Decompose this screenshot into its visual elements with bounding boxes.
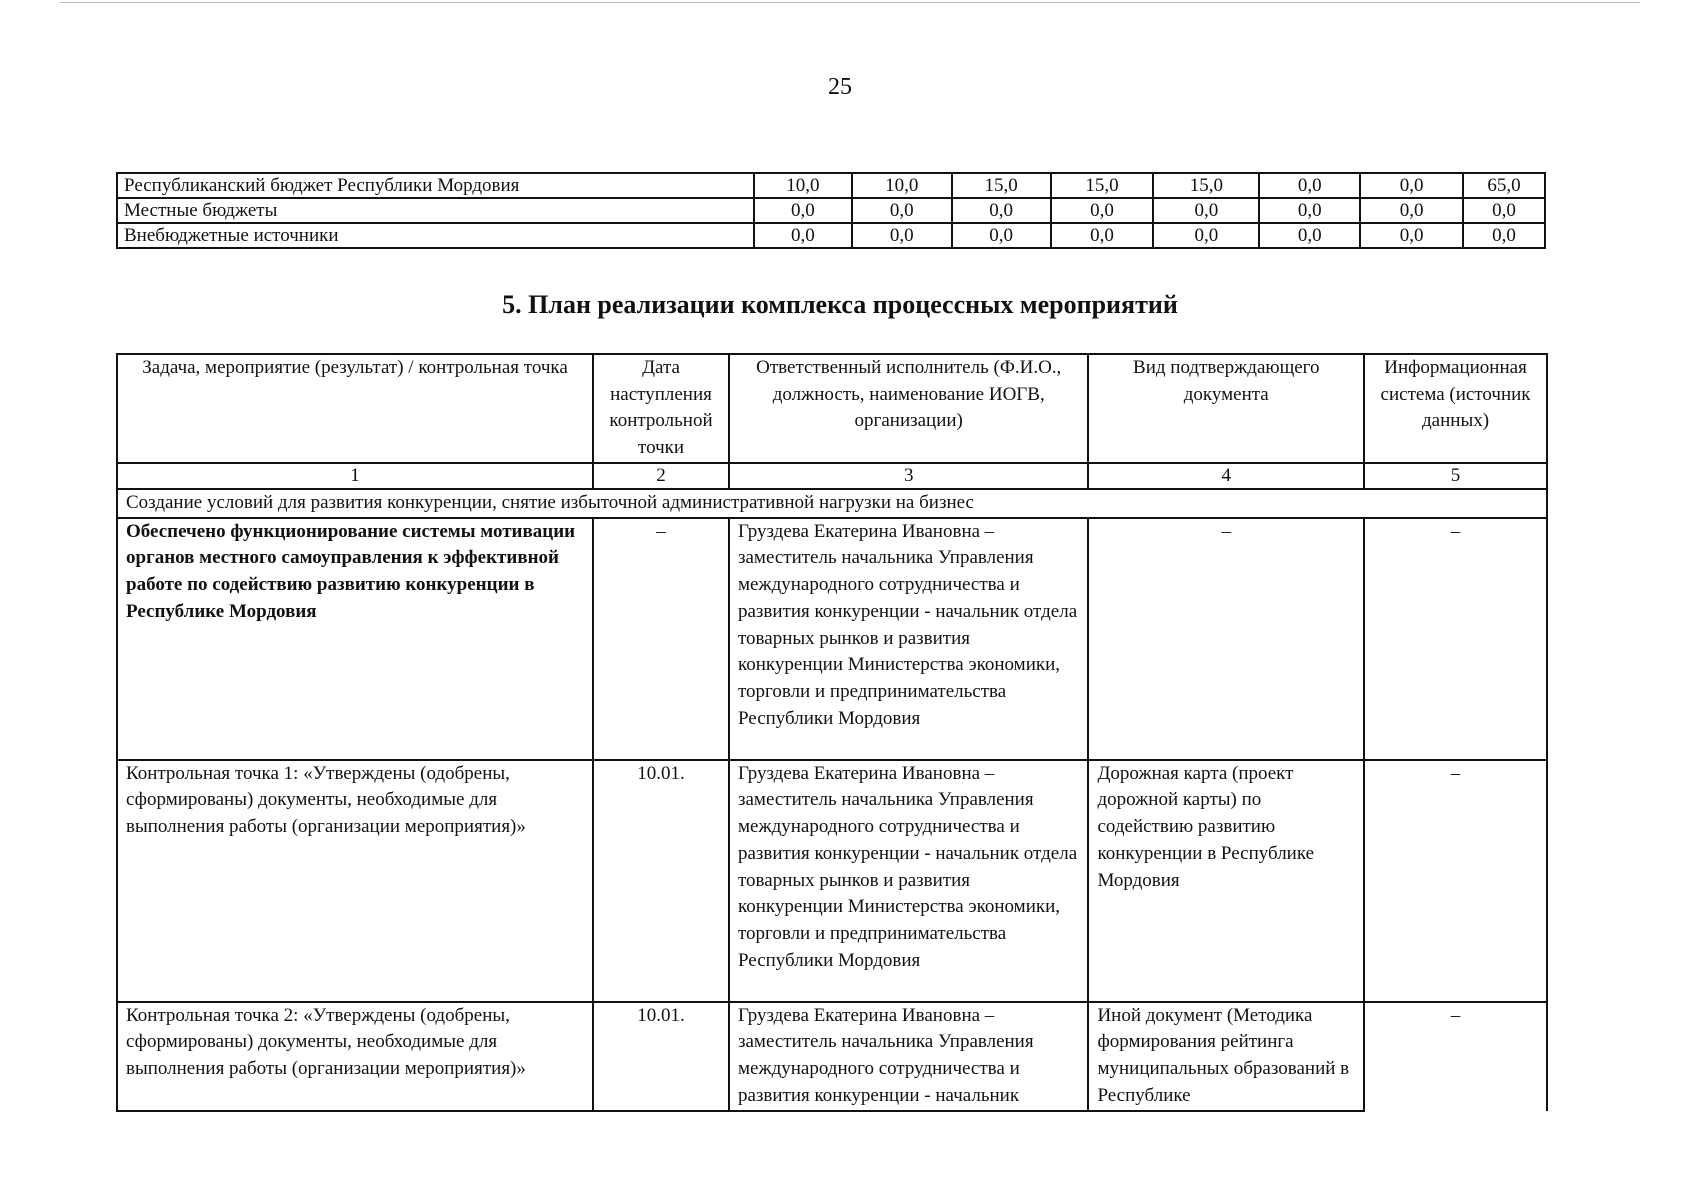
row-system: – (1364, 1002, 1547, 1111)
budget-value: 0,0 (754, 198, 852, 223)
row-task: Обеспечено функционирование системы мотивации органов местного самоуправления к эффективной работе по содействию развитию конкуренции в Республике Мордовия (117, 518, 593, 760)
plan-row (117, 760, 1547, 1002)
task-heading-row (117, 489, 1547, 518)
budget-value: 0,0 (1051, 198, 1154, 223)
row-date: 10.01. (593, 760, 729, 1002)
task-heading: Создание условий для развития конкуренции, снятие избыточной административной нагрузки на бизнес (117, 489, 1547, 518)
budget-value: 0,0 (1153, 223, 1259, 248)
header-document: Вид подтверждающего документа (1088, 354, 1364, 463)
column-number: 3 (729, 463, 1088, 489)
budget-source-label: Местные бюджеты (117, 198, 754, 223)
row-system: – (1364, 518, 1547, 760)
row-task: Контрольная точка 1: «Утверждены (одобрены, сформированы) документы, необходимые для выполнения работы (организации мероприятия)» (117, 760, 593, 1002)
budget-value: 0,0 (1360, 223, 1463, 248)
budget-value: 0,0 (1051, 223, 1154, 248)
column-number: 5 (1364, 463, 1547, 489)
row-document: Иной документ (Методика формирования рейтинга муниципальных образований в Республике (1088, 1002, 1364, 1111)
row-responsible: Груздева Екатерина Ивановна – заместитель начальника Управления международного сотрудничества и развития конкуренции - начальник (729, 1002, 1088, 1111)
budget-value: 0,0 (1259, 223, 1360, 248)
budget-value: 15,0 (952, 173, 1051, 198)
page-number: 25 (828, 74, 852, 100)
scan-edge-line (60, 2, 1640, 3)
plan-header-row (117, 354, 1547, 463)
budget-value: 15,0 (1051, 173, 1154, 198)
budget-value: 0,0 (1360, 198, 1463, 223)
budget-source-label: Внебюджетные источники (117, 223, 754, 248)
row-responsible: Груздева Екатерина Ивановна – заместитель начальника Управления международного сотрудничества и развития конкуренции - начальник отдела товарных рынков и развития конкуренции Министерства экономики, торговли и предпринимательства Республики Мордовия (729, 518, 1088, 760)
column-number: 1 (117, 463, 593, 489)
budget-table (116, 172, 1546, 249)
header-task: Задача, мероприятие (результат) / контрольная точка (117, 354, 593, 463)
budget-value: 0,0 (1259, 198, 1360, 223)
budget-value: 10,0 (754, 173, 852, 198)
budget-value: 10,0 (852, 173, 952, 198)
row-task: Контрольная точка 2: «Утверждены (одобрены, сформированы) документы, необходимые для выполнения работы (организации мероприятия)» (117, 1002, 593, 1111)
row-document: Дорожная карта (проект дорожной карты) по содействию развитию конкуренции в Республике Мордовия (1088, 760, 1364, 1002)
plan-row (117, 1002, 1547, 1111)
budget-value: 0,0 (1259, 173, 1360, 198)
row-document: – (1088, 518, 1364, 760)
column-number: 4 (1088, 463, 1364, 489)
row-date: – (593, 518, 729, 760)
budget-value: 65,0 (1463, 173, 1545, 198)
budget-value: 0,0 (1153, 198, 1259, 223)
column-number-row (117, 463, 1547, 489)
header-system: Информационная система (источник данных) (1364, 354, 1547, 463)
budget-value: 0,0 (952, 223, 1051, 248)
row-system: – (1364, 760, 1547, 1002)
budget-source-label: Республиканский бюджет Республики Мордовия (117, 173, 754, 198)
budget-row (117, 173, 1545, 198)
plan-table (116, 353, 1548, 1112)
budget-row (117, 223, 1545, 248)
budget-value: 0,0 (852, 198, 952, 223)
section-title: 5. План реализации комплекса процессных мероприятий (502, 290, 1178, 319)
plan-row (117, 518, 1547, 760)
row-responsible: Груздева Екатерина Ивановна – заместитель начальника Управления международного сотрудничества и развития конкуренции - начальник отдела товарных рынков и развития конкуренции Министерства экономики, торговли и предпринимательства Республики Мордовия (729, 760, 1088, 1002)
budget-value: 0,0 (1463, 198, 1545, 223)
budget-row (117, 198, 1545, 223)
budget-value: 0,0 (952, 198, 1051, 223)
budget-value: 0,0 (1463, 223, 1545, 248)
budget-value: 0,0 (754, 223, 852, 248)
budget-value: 0,0 (852, 223, 952, 248)
header-responsible: Ответственный исполнитель (Ф.И.О., должность, наименование ИОГВ, организации) (729, 354, 1088, 463)
budget-value: 0,0 (1360, 173, 1463, 198)
row-date: 10.01. (593, 1002, 729, 1111)
column-number: 2 (593, 463, 729, 489)
header-date: Дата наступления контрольной точки (593, 354, 729, 463)
budget-value: 15,0 (1153, 173, 1259, 198)
